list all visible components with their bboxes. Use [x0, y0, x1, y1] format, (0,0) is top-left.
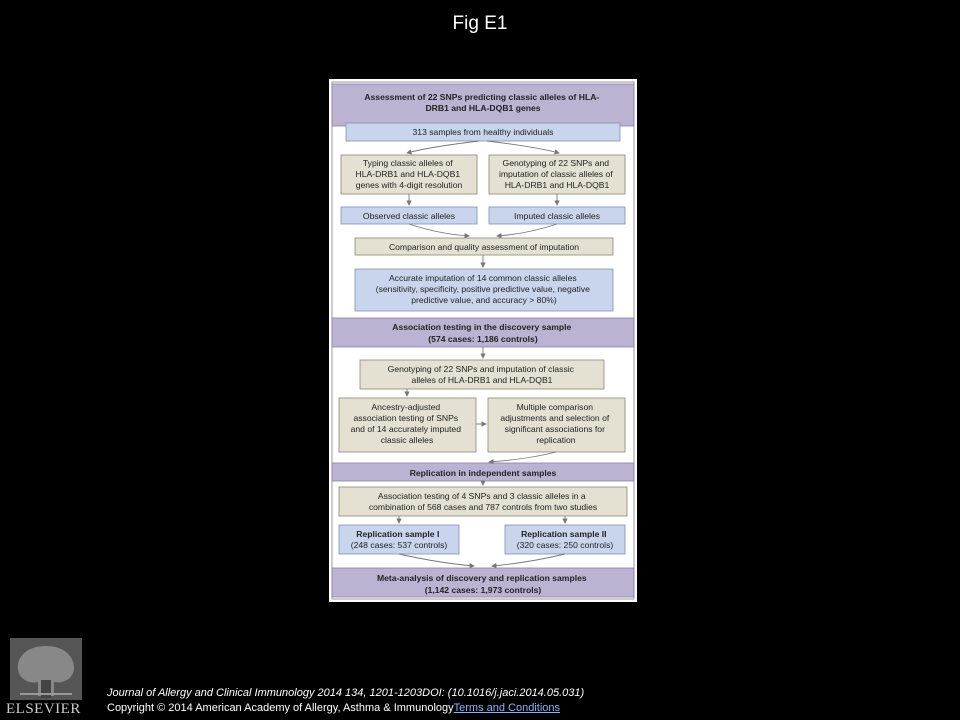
box-genotyping-discovery-text: Genotyping of 22 SNPs and imputation of classic alleles of HLA-DRB1 and HLA-DQB1 — [387, 364, 574, 385]
terms-link[interactable]: Terms and Conditions — [453, 701, 561, 714]
box-association-4snps-text: Association testing of 4 SNPs and 3 classic alleles in a combination of 568 cases and 787 controls from two studies — [368, 491, 598, 512]
copyright-line — [107, 701, 584, 716]
section-replication-text: Replication in independent samples — [409, 468, 557, 478]
flowchart-figure — [329, 79, 637, 602]
citation-footer — [107, 686, 584, 715]
elsevier-wordmark: ELSEVIER — [6, 701, 81, 717]
citation: Journal of Allergy and Clinical Immunology 2014 134, 1201-1203DOI: (10.1016/j.jaci.2014.05.031) — [107, 687, 585, 699]
section-assessment-text: Assessment of 22 SNPs predicting classic alleles of HLA- DRB1 and HLA-DQB1 genes — [364, 92, 600, 113]
box-accurate-imputation-text: Accurate imputation of 14 common classic alleles (sensitivity, specificity, positive predictive value, negative predictive value, and accuracy > 80%) — [375, 273, 590, 305]
box-genotyping-imputation-text: Genotyping of 22 SNPs and imputation of classic alleles of HLA-DRB1 and HLA-DQB1 — [498, 158, 613, 190]
box-ancestry-testing-text: Ancestry-adjusted association testing of SNPs and of 14 accurately imputed classic alleles — [350, 402, 461, 445]
box-typing-text: Typing classic alleles of HLA-DRB1 and HLA-DQB1 genes with 4-digit resolution — [355, 158, 463, 190]
section-discovery-text: Association testing in the discovery sample (574 cases: 1,186 controls) — [392, 322, 572, 344]
box-imputed-text: Imputed classic alleles — [514, 211, 600, 221]
box-multiple-comparison-text: Multiple comparison adjustments and selection of significant associations for replication — [500, 402, 610, 445]
box-comparison-text: Comparison and quality assessment of imputation — [388, 242, 580, 252]
slide-title: Fig E1 — [452, 13, 508, 34]
copyright: Copyright © 2014 American Academy of Allergy, Asthma & Immunology — [107, 701, 454, 714]
box-replication-sample-2-text: Replication sample II (320 cases: 250 controls) — [516, 529, 614, 550]
box-observed-text: Observed classic alleles — [362, 211, 456, 221]
box-replication-sample-1-text: Replication sample I (248 cases: 537 controls) — [350, 529, 448, 550]
box-samples-text: 313 samples from healthy individuals — [412, 127, 554, 137]
flowchart — [329, 79, 637, 602]
section-meta-analysis-text: Meta-analysis of discovery and replication samples (1,142 cases: 1,973 controls) — [376, 573, 587, 595]
